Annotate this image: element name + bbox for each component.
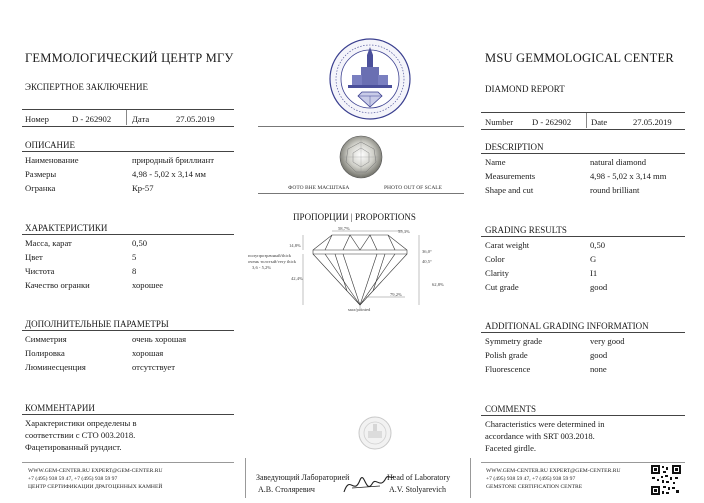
left-additional-heading: ДОПОЛНИТЕЛЬНЫЕ ПАРАМЕТРЫ [25, 319, 169, 329]
right-add-value-1: good [590, 350, 608, 360]
left-footer-line-3: ЦЕНТР СЕРТИФИКАЦИИ ДРАГОЦЕННЫХ КАМНЕЙ [28, 484, 163, 490]
left-footer-rule [22, 462, 234, 463]
left-grade-value-3: хорошее [132, 280, 164, 290]
center-photo-rule [258, 193, 464, 194]
right-footer-line-2: +7 (495) 938 59 47, +7 (495) 938 59 97 [486, 476, 576, 482]
photo-caption-en: PHOTO OUT OF SCALE [384, 185, 443, 191]
left-number-value: D - 262902 [72, 114, 112, 124]
girdle-note-3: 3,6 - 5,2% [252, 265, 272, 270]
signature-ru-title: Заведующий Лабораторией [256, 473, 350, 482]
crown-height-label: 14,8% [289, 243, 301, 248]
right-title: MSU GEMMOLOGICAL CENTER [485, 51, 674, 65]
right-add-value-0: very good [590, 336, 625, 346]
left-number-divider [126, 110, 127, 125]
left-comment-line-0: Характеристики определены в [25, 418, 137, 428]
right-footer-rule [481, 462, 685, 463]
left-subtitle: ЭКСПЕРТНОЕ ЗАКЛЮЧЕНИЕ [25, 82, 148, 92]
right-grade-value-0: 0,50 [590, 240, 606, 250]
right-date-label: Date [591, 117, 608, 127]
left-add-label-1: Полировка [25, 348, 65, 358]
right-footer-line-3: GEMSTONE CERTIFICATION CENTRE [486, 484, 583, 490]
left-date-value: 27.05.2019 [176, 114, 215, 124]
right-additional-heading: ADDITIONAL GRADING INFORMATION [485, 321, 649, 331]
left-description-rule [22, 151, 234, 152]
left-desc-value-0: природный бриллиант [132, 155, 214, 165]
photo-caption-ru: ФОТО ВНЕ МАСШТАБА [288, 185, 350, 191]
left-grade-label-0: Масса, карат [25, 238, 72, 248]
right-comments-heading: COMMENTS [485, 404, 537, 414]
right-footer-line-1: WWW.GEM-CENTER.RU EXPERT@GEM-CENTER.RU [486, 468, 621, 474]
left-grade-value-2: 8 [132, 266, 137, 276]
right-add-value-2: none [590, 364, 607, 374]
right-add-label-2: Fluorescence [485, 364, 531, 374]
right-comment-line-1: accordance with SRT 003.2018. [485, 431, 595, 441]
diamond-photo [338, 134, 384, 180]
qr-code-icon [651, 465, 681, 495]
university-emblem [328, 37, 412, 121]
left-grade-value-1: 5 [132, 252, 137, 262]
lower-half-label: 79,2% [390, 292, 402, 297]
left-comment-line-1: соответствии с СТО 003.2018. [25, 430, 136, 440]
right-desc-label-1: Measurements [485, 171, 536, 181]
right-desc-value-0: natural diamond [590, 157, 647, 167]
right-add-label-1: Polish grade [485, 350, 528, 360]
table-pct-label: 58,7% [338, 226, 350, 231]
left-grade-label-2: Чистота [25, 266, 55, 276]
girdle-note-1: полупрозрачный/thick [248, 253, 292, 258]
right-grading-rule [481, 236, 685, 237]
signature-divider-left [245, 458, 246, 498]
left-footer-line-2: +7 (495) 938 59 47, +7 (495) 938 59 97 [28, 476, 118, 482]
diamond-photo-icon [338, 134, 384, 180]
center-top-rule [258, 126, 464, 127]
left-grading-heading: ХАРАКТЕРИСТИКИ [25, 223, 108, 233]
proportions-heading-sep: | [350, 212, 353, 222]
left-grade-label-3: Качество огранки [25, 280, 90, 290]
right-desc-label-0: Name [485, 157, 506, 167]
right-additional-rule [481, 332, 685, 333]
right-grading-heading: GRADING RESULTS [485, 225, 567, 235]
right-add-label-0: Symmetry grade [485, 336, 543, 346]
right-description-heading: DESCRIPTION [485, 142, 544, 152]
msu-emblem-icon [328, 37, 412, 121]
proportions-heading [293, 212, 416, 222]
left-number-label: Номер [25, 114, 49, 124]
right-desc-label-2: Shape and cut [485, 185, 534, 195]
signature-en-name: A.V. Stolyarevich [389, 485, 446, 494]
signature-scribble-icon [340, 466, 396, 498]
pavilion-depth-label: 42,4% [291, 276, 303, 281]
left-grading-rule [22, 234, 234, 235]
right-number-value: D - 262902 [532, 117, 572, 127]
right-desc-value-2: round brilliant [590, 185, 640, 195]
left-desc-label-2: Огранка [25, 183, 56, 193]
signature-en-title: Head of Laboratory [387, 473, 451, 482]
left-comments-heading: КОММЕНТАРИИ [25, 403, 95, 413]
left-desc-label-1: Размеры [25, 169, 57, 179]
handwritten-signature [340, 466, 396, 498]
left-description-heading: ОПИСАНИЕ [25, 140, 76, 150]
right-desc-value-1: 4,98 - 5,02 x 3,14 mm [590, 171, 667, 181]
star-pct-label: 55,3% [398, 229, 410, 234]
culet-note: мал/pointed [348, 307, 371, 312]
total-depth-label: 62,8% [432, 282, 444, 287]
left-date-label: Дата [132, 114, 150, 124]
left-additional-rule [22, 330, 234, 331]
left-footer-line-1: WWW.GEM-CENTER.RU EXPERT@GEM-CENTER.RU [28, 468, 163, 474]
left-desc-label-0: Наименование [25, 155, 79, 165]
right-description-rule [481, 153, 685, 154]
right-grade-label-0: Carat weight [485, 240, 530, 250]
left-add-value-1: хорошая [132, 348, 164, 358]
right-grade-value-1: G [590, 254, 597, 264]
right-number-divider [586, 113, 587, 128]
left-number-rule-top [22, 109, 234, 110]
girdle-note-2: очень толстый/very thick [248, 259, 297, 264]
seal-icon [357, 415, 393, 451]
left-comment-line-2: Фацетированный рундист. [25, 442, 122, 452]
right-number-rule-top [481, 112, 685, 113]
right-number-label: Number [485, 117, 514, 127]
right-grade-label-3: Cut grade [485, 282, 519, 292]
left-add-value-2: отсутствует [132, 362, 175, 372]
right-subtitle: DIAMOND REPORT [485, 84, 565, 94]
right-grade-label-2: Clarity [485, 268, 509, 278]
crown-angle-label: 36,0° [422, 249, 432, 254]
right-number-rule-bottom [481, 129, 685, 130]
left-add-label-2: Люминесценция [25, 362, 86, 372]
left-desc-value-2: Кр-57 [132, 183, 154, 193]
right-comments-rule [481, 415, 685, 416]
left-number-rule-bottom [22, 126, 234, 127]
right-grade-label-1: Color [485, 254, 505, 264]
left-desc-value-1: 4,98 - 5,02 х 3,14 мм [132, 169, 206, 179]
right-grade-value-2: I1 [590, 268, 598, 278]
embossed-seal [357, 415, 393, 451]
left-add-value-0: очень хорошая [132, 334, 187, 344]
left-grade-label-1: Цвет [25, 252, 43, 262]
right-date-value: 27.05.2019 [633, 117, 672, 127]
left-comments-rule [22, 414, 234, 415]
qr-code [651, 465, 681, 495]
proportions-heading-ru: ПРОПОРЦИИ [293, 212, 349, 222]
signature-divider-right [470, 458, 471, 498]
left-add-label-0: Симметрия [25, 334, 67, 344]
right-comment-line-0: Characteristics were determined in [485, 419, 605, 429]
right-grade-value-3: good [590, 282, 608, 292]
left-grade-value-0: 0,50 [132, 238, 148, 248]
proportions-heading-en: PROPORTIONS [354, 212, 416, 222]
left-title: ГЕММОЛОГИЧЕСКИЙ ЦЕНТР МГУ [25, 51, 234, 65]
signature-ru-name: А.В. Столяревич [258, 485, 315, 494]
pavilion-angle-label: 40,5° [422, 259, 432, 264]
right-comment-line-2: Faceted girdle. [485, 443, 537, 453]
